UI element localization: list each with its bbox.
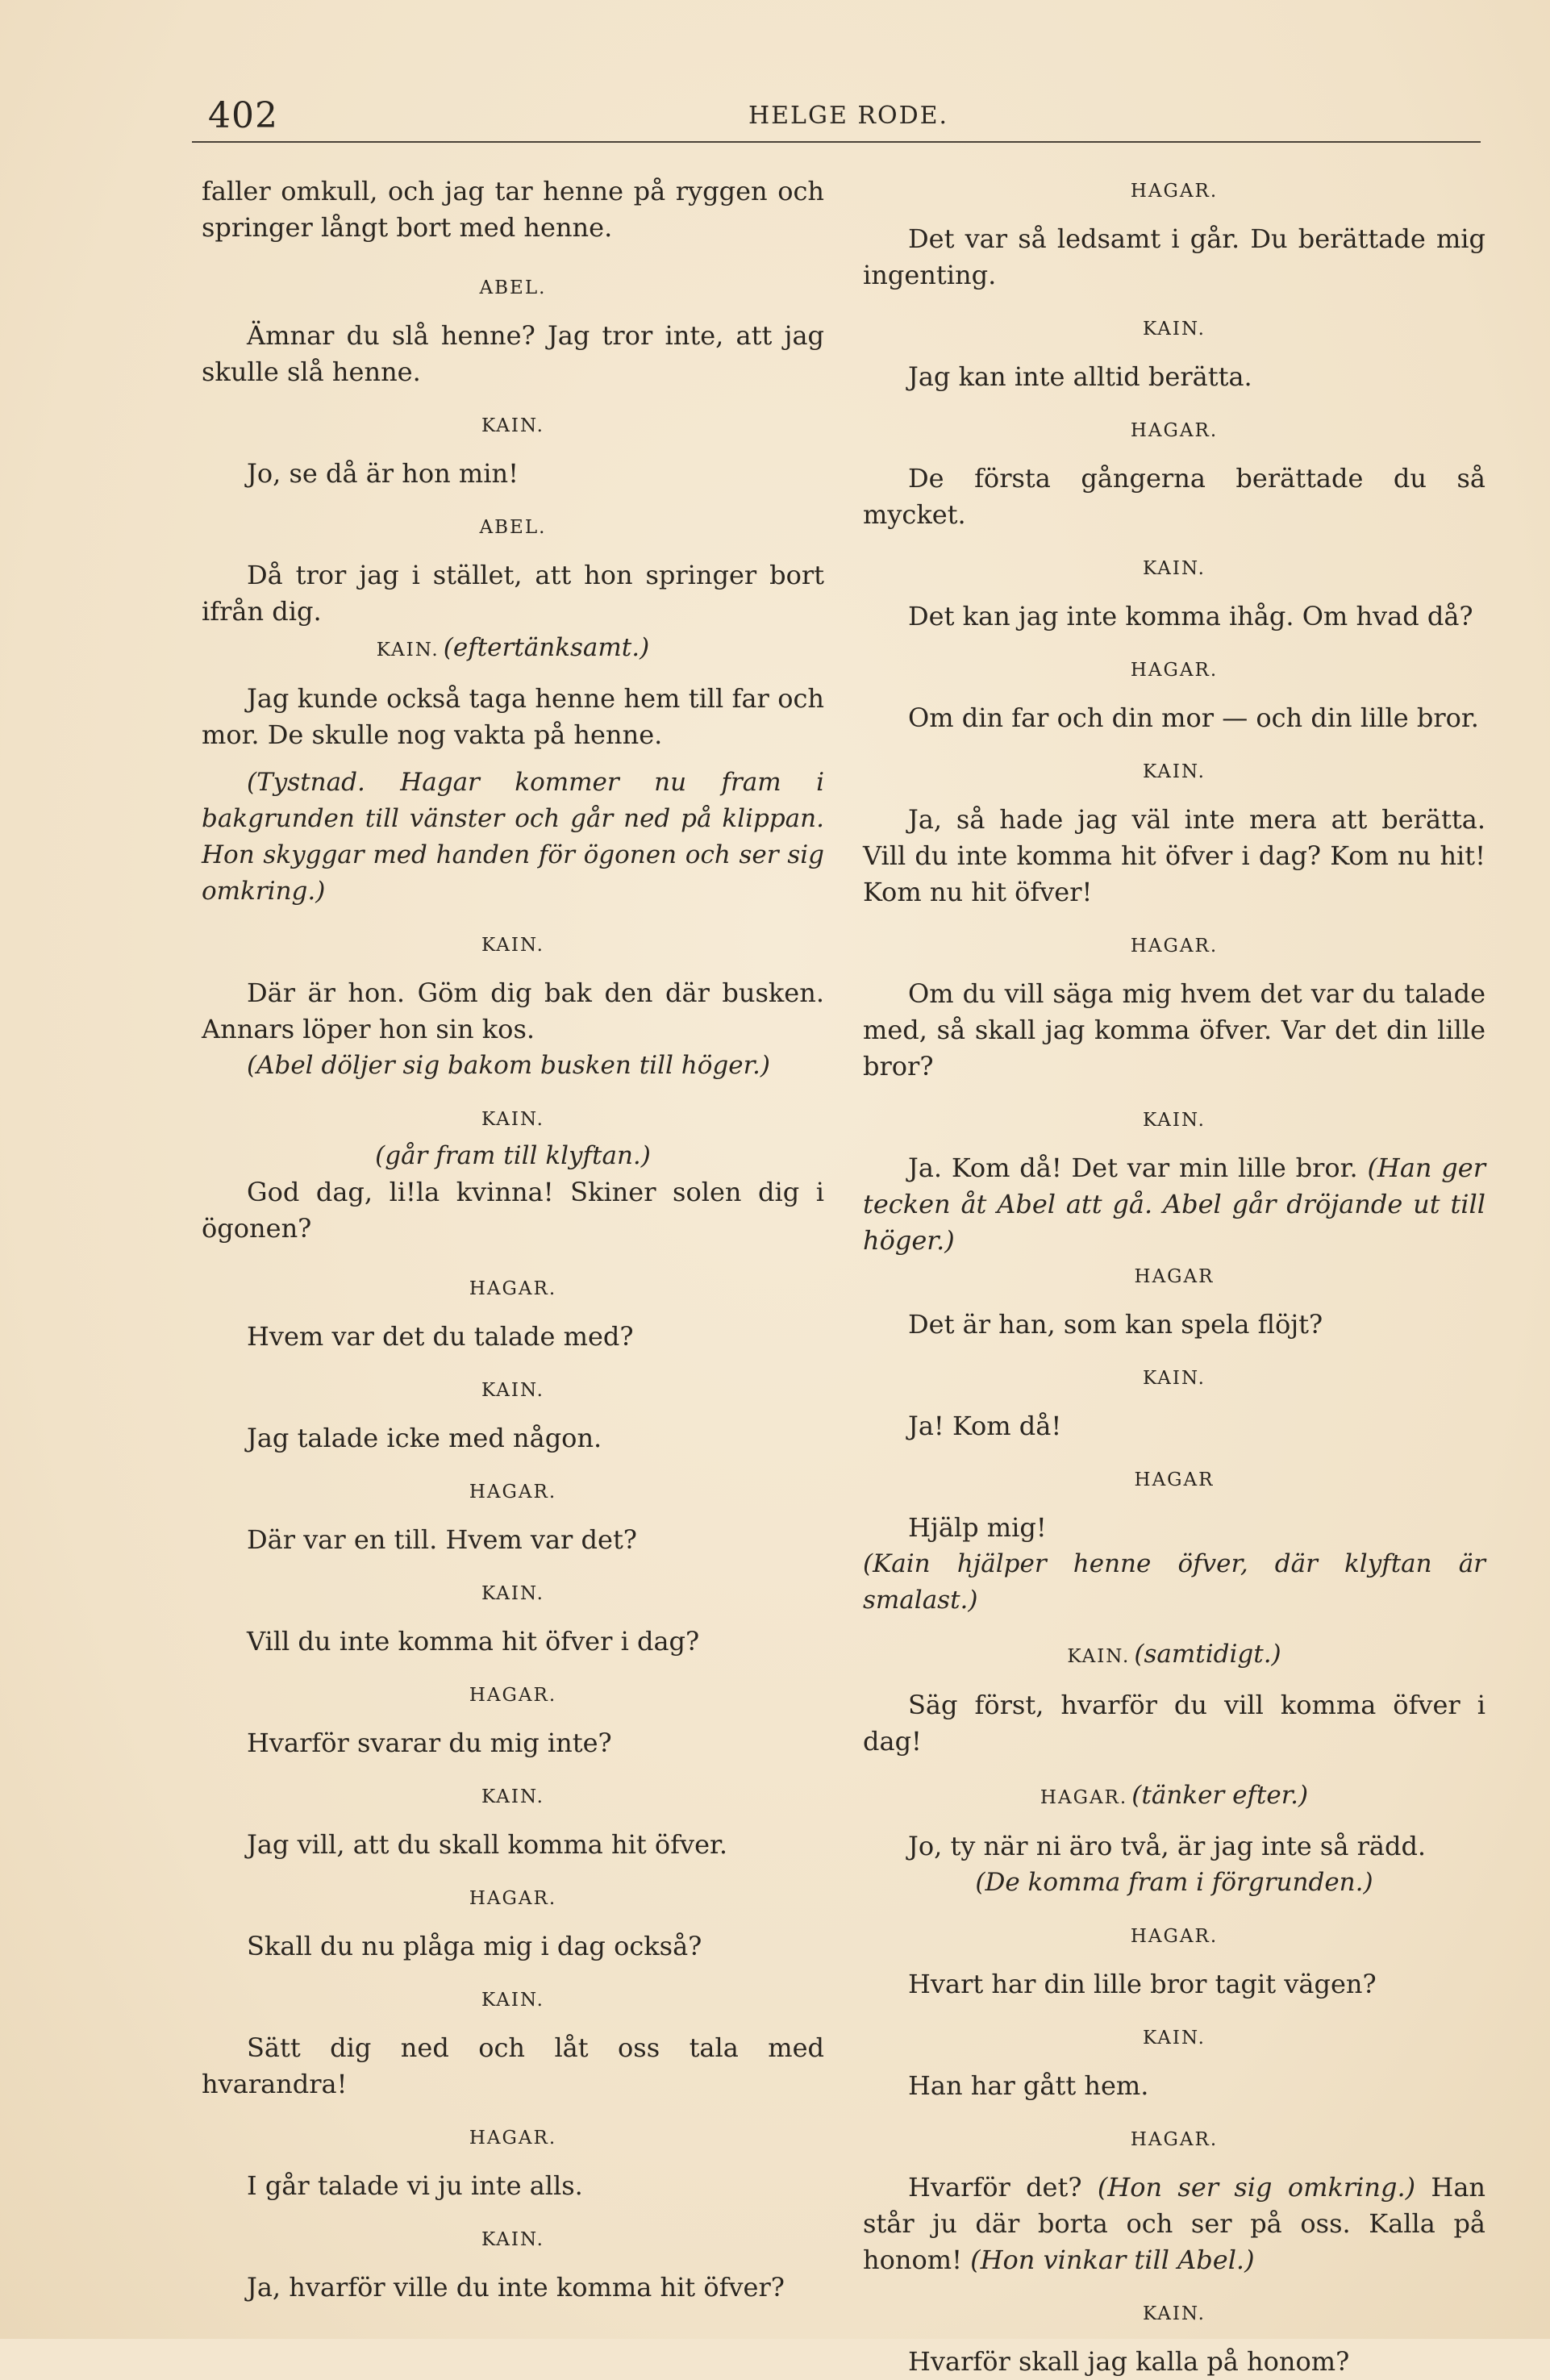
paragraph: God dag, li!la kvinna! Skiner solen dig i ögonen?: [202, 1177, 824, 1244]
paragraph: De första gångerna berättade du så mycket.: [863, 463, 1485, 530]
dialogue-text: Han står ju där borta och ser på oss. Kalla på honom!: [863, 2172, 1486, 2275]
stage-direction: (går fram till klyftan.): [375, 1141, 651, 1170]
speaker-label: KAIN.: [1143, 2028, 1206, 2049]
stage-direction: (samtidigt.): [1134, 1640, 1281, 1669]
paragraph: Jag kan inte alltid berätta.: [908, 361, 1252, 392]
speaker-label: HAGAR.: [1130, 2129, 1219, 2150]
stage-direction: (eftertänksamt.): [443, 633, 650, 662]
speaker-label: KAIN.: [1143, 558, 1206, 579]
speaker-label: KAIN.: [481, 1380, 544, 1401]
speaker-label: KAIN.: [481, 935, 544, 956]
paragraph: faller omkull, och jag tar henne på ryggen och springer långt bort med henne.: [202, 176, 824, 243]
paragraph: Om din far och din mor — och din lille bror.: [908, 702, 1479, 733]
stage-direction: (Hon ser sig omkring.): [1097, 2172, 1416, 2203]
speaker-label: KAIN.: [481, 1583, 544, 1604]
paragraph: Det var så ledsamt i går. Du berättade mig ingenting.: [863, 223, 1485, 290]
paragraph: I går talade vi ju inte alls.: [247, 2170, 583, 2201]
paragraph: Det är han, som kan spela flöjt?: [908, 1309, 1323, 1340]
paragraph: Jag vill, att du skall komma hit öfver.: [247, 1829, 727, 1860]
paragraph: Hvem var det du talade med?: [247, 1321, 634, 1352]
speaker-label: HAGAR.: [1130, 1926, 1219, 1947]
paragraph: Ämnar du slå henne? Jag tror inte, att jag skulle slå henne.: [202, 320, 824, 387]
speaker-label: HAGAR: [1134, 1469, 1215, 1490]
speaker-label: HAGAR: [1134, 1266, 1215, 1287]
speaker-label: ABEL.: [479, 277, 547, 298]
paragraph: Där är hon. Göm dig bak den där busken. Annars löper hon sin kos.: [202, 977, 824, 1044]
speaker-label: HAGAR.: [469, 2128, 557, 2149]
page-number: 402: [208, 95, 278, 136]
paragraph: Jo, ty när ni äro två, är jag inte så rädd.: [908, 1831, 1427, 1861]
paragraph: Där var en till. Hvem var det?: [247, 1524, 637, 1555]
speaker-label: KAIN.: [481, 1109, 544, 1130]
paragraph: Han har gått hem.: [908, 2070, 1149, 2101]
paragraph: Säg först, hvarför du vill komma öfver i dag!: [863, 1690, 1485, 1757]
dialogue-text: Ja. Kom då! Det var min lille bror.: [908, 1152, 1358, 1183]
paragraph: Sätt dig ned och låt oss tala med hvarandra!: [202, 2032, 824, 2099]
paragraph: Hjälp mig!: [908, 1512, 1047, 1543]
speaker-label: KAIN.: [1143, 2303, 1206, 2324]
paragraph: Om du vill säga mig hvem det var du talade med, så skall jag komma öfver. Var det din lille bror?: [863, 978, 1485, 1082]
paragraph: Ja! Kom då!: [908, 1411, 1062, 1441]
paragraph: [863, 2170, 1485, 2278]
paragraph: [863, 1150, 1485, 1259]
paragraph: Det kan jag inte komma ihåg. Om hvad då?: [908, 601, 1473, 631]
paragraph: Ja, hvarför ville du inte komma hit öfver?: [247, 2272, 785, 2303]
paragraph: Då tror jag i stället, att hon springer bort ifrån dig.: [202, 560, 824, 627]
stage-direction: (Tystnad. Hagar kommer nu fram i bakgrunden till vänster och går ned på klippan. Hon skyggar med handen för ögonen och ser sig omkring.): [202, 768, 824, 906]
speaker-label: KAIN.: [481, 1786, 544, 1807]
paragraph: Hvart har din lille bror tagit vägen?: [908, 1969, 1377, 1999]
stage-direction: (tänker efter.): [1131, 1781, 1309, 1810]
speaker-line: [863, 1636, 1485, 1676]
speaker-label: HAGAR.: [1040, 1787, 1128, 1808]
speaker-label: HAGAR.: [1130, 181, 1219, 202]
paragraph: Jag talade icke med någon.: [247, 1423, 602, 1453]
stage-direction: (Kain hjälper henne öfver, där klyftan är smalast.): [863, 1549, 1485, 1615]
speaker-line: [863, 1778, 1485, 1817]
page-header: [192, 95, 1482, 144]
stage-direction: (Han ger tecken åt Abel att gå. Abel går dröjande ut till höger.): [863, 1152, 1486, 1256]
speaker-label: HAGAR.: [469, 1278, 557, 1299]
paragraph: Hvarför skall jag kalla på honom?: [908, 2346, 1350, 2377]
paragraph: Jo, se då är hon min!: [247, 458, 519, 489]
left-column: [202, 173, 824, 2306]
speaker-label: KAIN.: [1143, 319, 1206, 340]
running-title: HELGE RODE.: [748, 102, 949, 130]
speaker-label: HAGAR.: [469, 1482, 557, 1503]
stage-direction: (Abel döljer sig bakom busken till höger.): [247, 1051, 770, 1080]
paragraph: Hvarför svarar du mig inte?: [247, 1728, 612, 1758]
speaker-label: KAIN.: [1067, 1646, 1131, 1667]
dialogue-text: Hvarför det?: [908, 2172, 1082, 2203]
speaker-label: HAGAR.: [469, 1685, 557, 1706]
right-column: [863, 173, 1485, 2380]
speaker-line: [202, 630, 824, 669]
speaker-label: ABEL.: [479, 517, 547, 538]
paragraph: Ja, så hade jag väl inte mera att berätta. Vill du inte komma hit öfver i dag? Kom nu hit! Kom nu hit öfver!: [863, 804, 1485, 907]
speaker-label: KAIN.: [1143, 1368, 1206, 1389]
speaker-label: KAIN.: [481, 2229, 544, 2250]
speaker-label: HAGAR.: [1130, 660, 1219, 681]
speaker-label: HAGAR.: [1130, 420, 1219, 441]
speaker-label: KAIN.: [481, 1990, 544, 2011]
speaker-label: KAIN.: [481, 415, 544, 436]
stage-direction: (De komma fram i förgrunden.): [975, 1868, 1373, 1897]
paragraph: Jag kunde också taga henne hem till far och mor. De skulle nog vakta på henne.: [202, 683, 824, 750]
speaker-label: KAIN.: [1143, 1110, 1206, 1131]
header-rule: [192, 141, 1481, 143]
speaker-label: KAIN.: [376, 640, 440, 661]
paragraph: Vill du inte komma hit öfver i dag?: [247, 1626, 700, 1657]
stage-direction: (Hon vinkar till Abel.): [970, 2245, 1255, 2275]
paragraph: Skall du nu plåga mig i dag också?: [247, 1931, 702, 1961]
speaker-label: HAGAR.: [1130, 936, 1219, 957]
speaker-label: HAGAR.: [469, 1888, 557, 1909]
speaker-label: KAIN.: [1143, 761, 1206, 782]
